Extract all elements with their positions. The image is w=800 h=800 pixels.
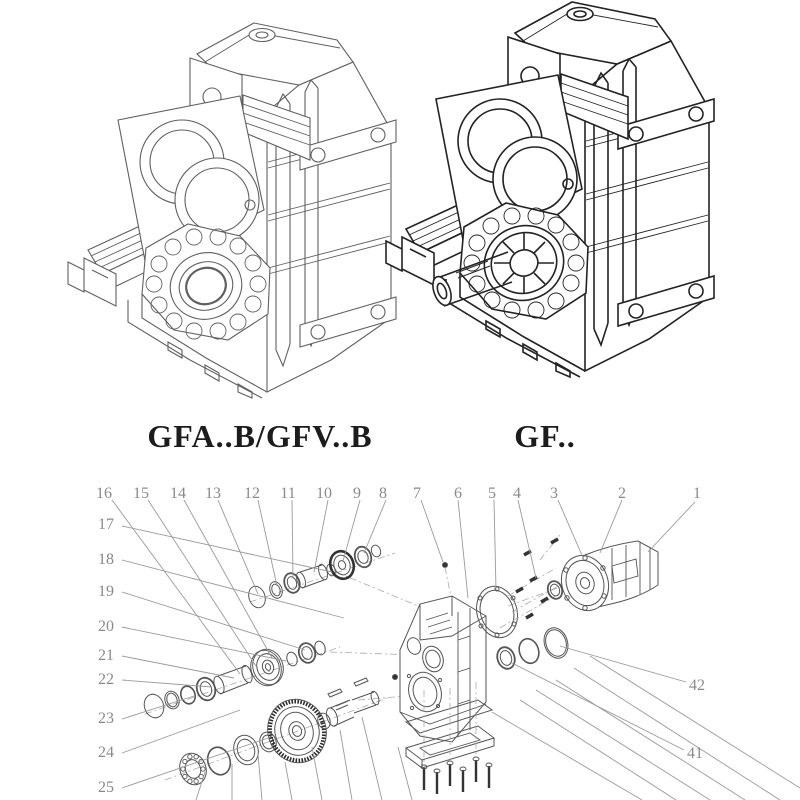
left-model-label: GFA..B/GFV..B [147, 418, 373, 454]
callout-13: 13 [205, 485, 221, 502]
callout-14: 14 [170, 485, 186, 502]
right-gearbox-drawing [386, 2, 714, 377]
callout-12: 12 [244, 485, 260, 502]
callout-3: 3 [550, 485, 558, 502]
callout-20: 20 [98, 618, 114, 635]
callout-16: 16 [96, 485, 112, 502]
callout-6: 6 [454, 485, 462, 502]
callout-19: 19 [98, 583, 114, 600]
callout-10: 10 [316, 485, 332, 502]
callout-7: 7 [413, 485, 421, 502]
callout-18: 18 [98, 551, 114, 568]
callout-5: 5 [488, 485, 496, 502]
callout-11: 11 [280, 485, 296, 502]
callout-41: 41 [687, 745, 703, 762]
callout-17: 17 [98, 516, 114, 533]
callout-15: 15 [133, 485, 149, 502]
right-model-label: GF.. [514, 418, 576, 454]
callout-42: 42 [689, 677, 705, 694]
intermediate-shaft-assembly [141, 640, 327, 721]
callout-1: 1 [693, 485, 701, 502]
callout-4: 4 [513, 485, 521, 502]
callout-2: 2 [618, 485, 626, 502]
callout-8: 8 [379, 485, 387, 502]
callout-9: 9 [353, 485, 361, 502]
callout-21: 21 [98, 647, 114, 664]
motor-input-unit [554, 541, 658, 617]
callout-22: 22 [98, 671, 114, 688]
left-gearbox-drawing [68, 23, 396, 398]
input-side-parts [471, 535, 575, 671]
callout-24: 24 [98, 744, 114, 761]
output-shaft-assembly [176, 678, 381, 788]
exploded-housing [393, 596, 487, 742]
cutoff-leader-lines [196, 656, 800, 800]
callout-23: 23 [98, 710, 114, 727]
callout-25: 25 [98, 779, 114, 796]
